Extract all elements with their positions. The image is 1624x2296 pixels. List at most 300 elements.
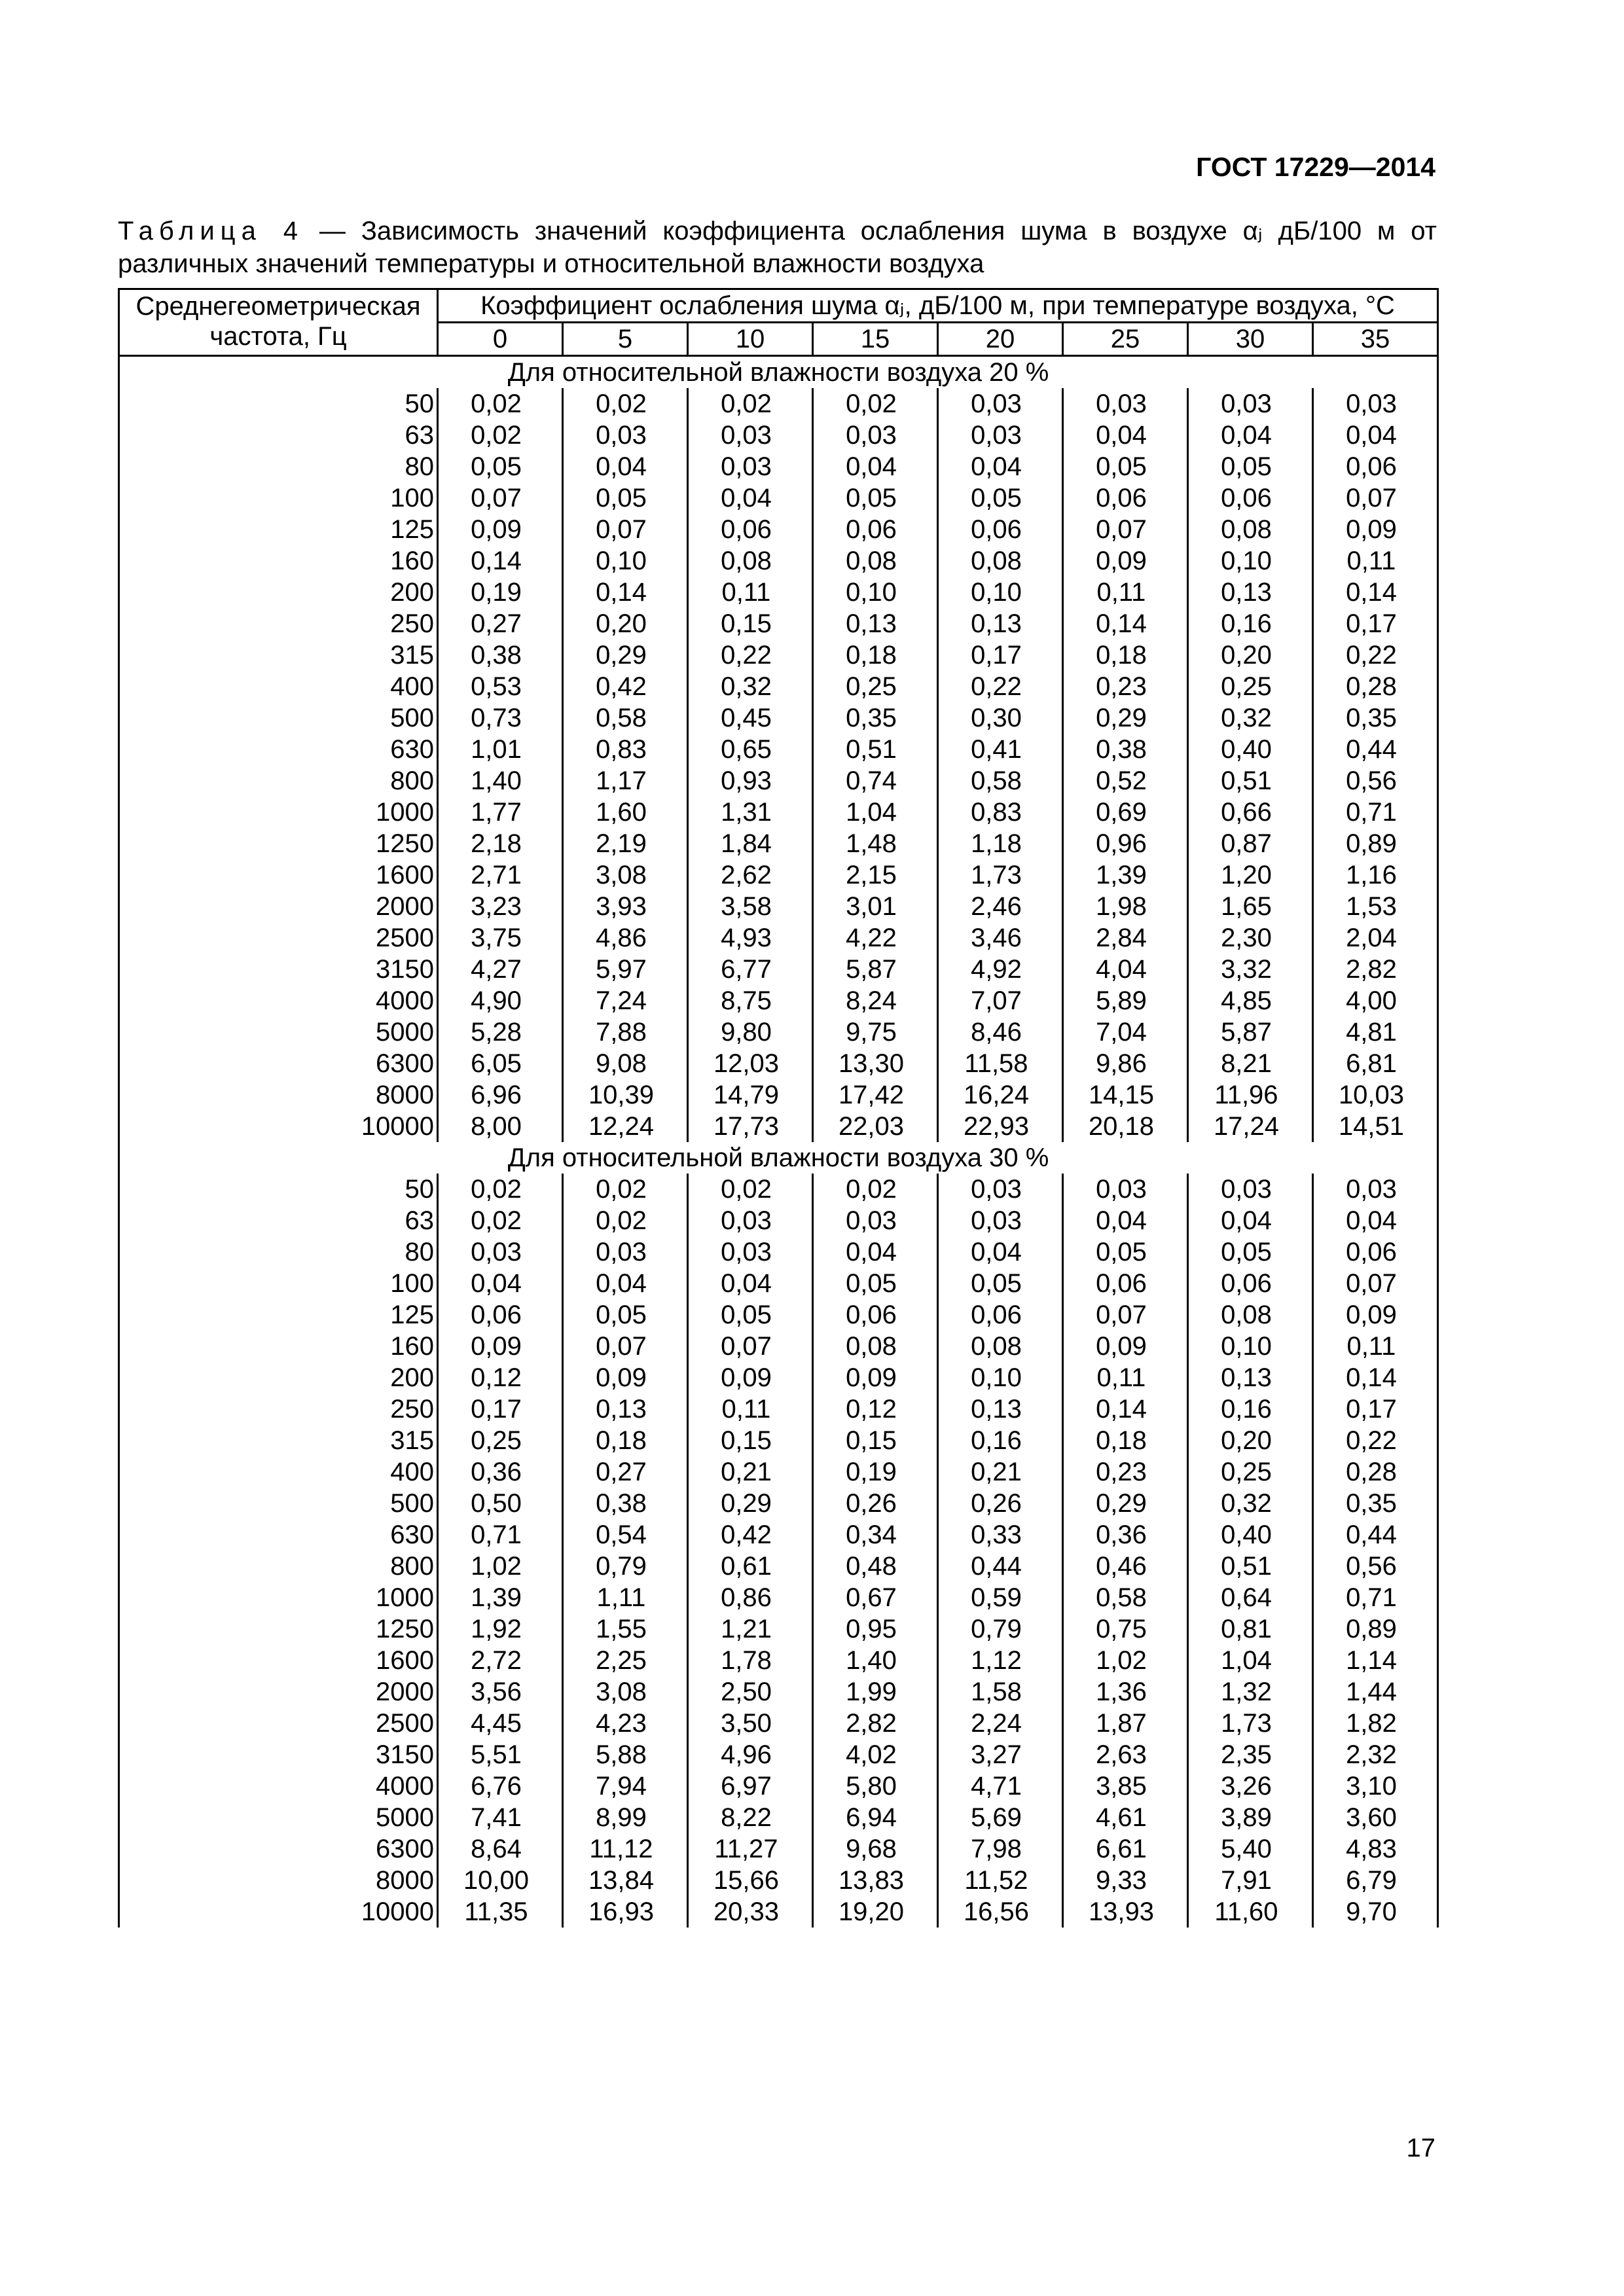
- coefficient-cell: 0,22: [938, 671, 1063, 702]
- coefficient-cell: 0,29: [1063, 702, 1188, 734]
- coefficient-cell: 0,14: [438, 545, 563, 577]
- coefficient-cell: 0,29: [688, 1488, 813, 1519]
- coefficient-cell: 0,45: [688, 702, 813, 734]
- table-row: [119, 1268, 1438, 1299]
- coefficient-cell: 0,09: [1313, 514, 1438, 545]
- coefficient-cell: 2,50: [688, 1676, 813, 1708]
- coefficient-cell: 1,32: [1188, 1676, 1313, 1708]
- table-row: [119, 1896, 1438, 1928]
- coefficient-cell: 0,18: [1063, 1425, 1188, 1456]
- coefficient-cell: 2,71: [438, 859, 563, 891]
- coefficient-cell: 9,08: [563, 1048, 688, 1079]
- coefficient-cell: 0,04: [688, 1268, 813, 1299]
- coefficient-cell: 0,13: [1188, 1362, 1313, 1393]
- coefficient-cell: 1,36: [1063, 1676, 1188, 1708]
- coefficient-cell: 4,27: [438, 954, 563, 985]
- frequency-cell: 1600: [119, 859, 438, 891]
- coefficient-cell: 3,32: [1188, 954, 1313, 985]
- coefficient-cell: 0,41: [938, 734, 1063, 765]
- coefficient-cell: 0,09: [438, 514, 563, 545]
- coefficient-cell: 1,73: [1188, 1708, 1313, 1739]
- coefficient-cell: 3,26: [1188, 1770, 1313, 1802]
- coefficient-cell: 1,16: [1313, 859, 1438, 891]
- coefficient-cell: 0,07: [1063, 514, 1188, 545]
- coefficient-cell: 13,83: [813, 1865, 938, 1896]
- coefficient-cell: 6,61: [1063, 1833, 1188, 1865]
- coefficient-cell: 0,04: [688, 482, 813, 514]
- coefficient-cell: 11,35: [438, 1896, 563, 1928]
- coefficient-cell: 0,06: [813, 1299, 938, 1331]
- coefficient-cell: 0,09: [563, 1362, 688, 1393]
- coefficient-cell: 0,11: [1063, 577, 1188, 608]
- frequency-cell: 1000: [119, 797, 438, 828]
- table-row: [119, 1708, 1438, 1739]
- table-row: [119, 1048, 1438, 1079]
- coefficient-cell: 5,87: [813, 954, 938, 985]
- coefficient-cell: 10,39: [563, 1079, 688, 1111]
- coefficient-cell: 0,03: [688, 1205, 813, 1236]
- frequency-cell: 50: [119, 388, 438, 420]
- coefficient-cell: 0,07: [1313, 1268, 1438, 1299]
- table-row: [119, 420, 1438, 451]
- coefficient-cell: 0,13: [1188, 577, 1313, 608]
- coefficient-cell: 1,55: [563, 1613, 688, 1645]
- coefficient-cell: 0,14: [1063, 608, 1188, 639]
- coefficient-cell: 0,53: [438, 671, 563, 702]
- coefficient-cell: 0,15: [688, 1425, 813, 1456]
- coefficient-cell: 9,33: [1063, 1865, 1188, 1896]
- table-row: [119, 482, 1438, 514]
- coefficient-cell: 0,05: [688, 1299, 813, 1331]
- table-row: [119, 577, 1438, 608]
- table-row: [119, 639, 1438, 671]
- coefficient-cell: 6,05: [438, 1048, 563, 1079]
- coefficient-cell: 0,09: [438, 1331, 563, 1362]
- frequency-cell: 630: [119, 734, 438, 765]
- coefficient-cell: 2,82: [813, 1708, 938, 1739]
- coefficient-cell: 0,51: [1188, 765, 1313, 797]
- coefficient-cell: 10,03: [1313, 1079, 1438, 1111]
- coefficient-cell: 0,06: [813, 514, 938, 545]
- coefficient-cell: 0,50: [438, 1488, 563, 1519]
- coefficient-cell: 0,65: [688, 734, 813, 765]
- coefficient-cell: 2,62: [688, 859, 813, 891]
- table-row: [119, 1111, 1438, 1142]
- coefficient-cell: 0,04: [563, 1268, 688, 1299]
- coefficient-cell: 0,08: [1188, 514, 1313, 545]
- table-row: [119, 514, 1438, 545]
- coefficient-cell: 0,04: [438, 1268, 563, 1299]
- frequency-cell: 63: [119, 420, 438, 451]
- coefficient-cell: 0,06: [938, 514, 1063, 545]
- coefficient-cell: 0,26: [813, 1488, 938, 1519]
- coefficient-cell: 1,04: [813, 797, 938, 828]
- coefficient-cell: 0,02: [813, 1174, 938, 1205]
- coefficient-cell: 11,58: [938, 1048, 1063, 1079]
- coefficient-cell: 6,81: [1313, 1048, 1438, 1079]
- table-caption-lead: Таблица 4: [118, 217, 304, 245]
- coefficient-cell: 7,94: [563, 1770, 688, 1802]
- coefficient-cell: 4,04: [1063, 954, 1188, 985]
- coefficient-cell: 0,69: [1063, 797, 1188, 828]
- coefficient-cell: 1,99: [813, 1676, 938, 1708]
- coefficient-cell: 0,11: [1313, 545, 1438, 577]
- coefficient-cell: 0,05: [1063, 451, 1188, 482]
- coefficient-cell: 5,80: [813, 1770, 938, 1802]
- table-row: [119, 1770, 1438, 1802]
- coefficient-cell: 0,03: [1313, 388, 1438, 420]
- coefficient-cell: 0,05: [563, 1299, 688, 1331]
- coefficient-cell: 0,29: [563, 639, 688, 671]
- frequency-cell: 5000: [119, 1802, 438, 1833]
- coefficient-cell: 0,42: [688, 1519, 813, 1551]
- coefficient-cell: 0,14: [563, 577, 688, 608]
- coefficient-cell: 1,40: [438, 765, 563, 797]
- coefficient-cell: 0,89: [1313, 828, 1438, 859]
- coefficient-cell: 22,03: [813, 1111, 938, 1142]
- coefficient-cell: 0,35: [1313, 1488, 1438, 1519]
- temperature-header-cell: 25: [1063, 323, 1188, 356]
- coefficient-cell: 6,97: [688, 1770, 813, 1802]
- coefficient-cell: 0,21: [688, 1456, 813, 1488]
- frequency-cell: 100: [119, 1268, 438, 1299]
- coefficient-cell: 4,45: [438, 1708, 563, 1739]
- frequency-cell: 160: [119, 1331, 438, 1362]
- coefficient-cell: 0,02: [563, 1205, 688, 1236]
- coefficient-cell: 1,31: [688, 797, 813, 828]
- coefficient-cell: 1,39: [1063, 859, 1188, 891]
- coefficient-cell: 0,38: [1063, 734, 1188, 765]
- coefficient-cell: 4,90: [438, 985, 563, 1016]
- coefficient-cell: 0,32: [1188, 702, 1313, 734]
- coefficient-cell: 0,04: [938, 1236, 1063, 1268]
- coefficient-cell: 2,04: [1313, 922, 1438, 954]
- coefficient-cell: 0,06: [1313, 451, 1438, 482]
- coefficient-cell: 1,11: [563, 1582, 688, 1613]
- coefficient-cell: 6,94: [813, 1802, 938, 1833]
- coefficient-cell: 0,46: [1063, 1551, 1188, 1582]
- coefficient-cell: 0,02: [438, 1174, 563, 1205]
- table-row: [119, 828, 1438, 859]
- coefficient-cell: 1,01: [438, 734, 563, 765]
- table-row: [119, 891, 1438, 922]
- coefficient-cell: 1,44: [1313, 1676, 1438, 1708]
- frequency-cell: 63: [119, 1205, 438, 1236]
- table-row: [119, 671, 1438, 702]
- coefficient-cell: 0,83: [563, 734, 688, 765]
- table-caption: [118, 215, 1437, 280]
- coefficient-cell: 4,93: [688, 922, 813, 954]
- frequency-cell: 315: [119, 639, 438, 671]
- coefficient-cell: 15,66: [688, 1865, 813, 1896]
- coefficient-cell: 9,68: [813, 1833, 938, 1865]
- coefficient-cell: 0,26: [938, 1488, 1063, 1519]
- coefficient-cell: 1,39: [438, 1582, 563, 1613]
- coefficient-cell: 5,69: [938, 1802, 1063, 1833]
- coefficient-cell: 0,10: [563, 545, 688, 577]
- coefficient-cell: 0,07: [563, 514, 688, 545]
- coefficient-cell: 14,51: [1313, 1111, 1438, 1142]
- table-row: [119, 608, 1438, 639]
- coefficient-cell: 5,40: [1188, 1833, 1313, 1865]
- coefficient-cell: 0,83: [938, 797, 1063, 828]
- coefficient-cell: 0,06: [1188, 482, 1313, 514]
- coefficient-cell: 0,59: [938, 1582, 1063, 1613]
- coefficient-cell: 3,27: [938, 1739, 1063, 1770]
- frequency-cell: 6300: [119, 1833, 438, 1865]
- coefficient-cell: 0,03: [563, 420, 688, 451]
- coefficient-cell: 4,96: [688, 1739, 813, 1770]
- coefficient-cell: 0,17: [938, 639, 1063, 671]
- coefficient-cell: 8,46: [938, 1016, 1063, 1048]
- coefficient-cell: 0,03: [563, 1236, 688, 1268]
- coefficient-cell: 8,75: [688, 985, 813, 1016]
- coefficient-cell: 0,08: [938, 1331, 1063, 1362]
- coefficient-cell: 14,79: [688, 1079, 813, 1111]
- coefficient-cell: 0,71: [438, 1519, 563, 1551]
- coefficient-cell: 20,18: [1063, 1111, 1188, 1142]
- coefficient-cell: 0,02: [438, 1205, 563, 1236]
- coefficient-cell: 2,18: [438, 828, 563, 859]
- frequency-cell: 8000: [119, 1079, 438, 1111]
- coefficient-cell: 0,27: [438, 608, 563, 639]
- coefficient-cell: 0,04: [1313, 420, 1438, 451]
- coefficient-cell: 3,56: [438, 1676, 563, 1708]
- coefficient-cell: 11,52: [938, 1865, 1063, 1896]
- coefficient-cell: 0,30: [938, 702, 1063, 734]
- coefficient-cell: 9,80: [688, 1016, 813, 1048]
- coefficient-cell: 1,20: [1188, 859, 1313, 891]
- coefficient-cell: 0,58: [563, 702, 688, 734]
- coefficient-cell: 0,09: [1313, 1299, 1438, 1331]
- coefficient-cell: 1,17: [563, 765, 688, 797]
- coefficient-cell: 0,06: [1313, 1236, 1438, 1268]
- coefficient-cell: 1,77: [438, 797, 563, 828]
- coefficient-cell: 3,08: [563, 1676, 688, 1708]
- frequency-cell: 1250: [119, 1613, 438, 1645]
- coefficient-cell: 4,81: [1313, 1016, 1438, 1048]
- coefficient-cell: 1,40: [813, 1645, 938, 1676]
- coefficient-cell: 0,03: [938, 1205, 1063, 1236]
- coefficient-cell: 11,27: [688, 1833, 813, 1865]
- coefficient-cell: 0,10: [1188, 545, 1313, 577]
- coefficient-cell: 0,07: [1313, 482, 1438, 514]
- frequency-cell: 4000: [119, 1770, 438, 1802]
- coefficient-cell: 0,19: [813, 1456, 938, 1488]
- coefficient-cell: 0,02: [438, 388, 563, 420]
- coefficient-cell: 4,61: [1063, 1802, 1188, 1833]
- coefficient-cell: 0,04: [1063, 1205, 1188, 1236]
- coefficient-cell: 0,03: [1188, 388, 1313, 420]
- coefficient-cell: 0,35: [1313, 702, 1438, 734]
- coefficient-cell: 4,22: [813, 922, 938, 954]
- coefficient-cell: 16,93: [563, 1896, 688, 1928]
- coefficient-cell: 2,19: [563, 828, 688, 859]
- coefficient-cell: 0,33: [938, 1519, 1063, 1551]
- coefficient-cell: 0,03: [688, 420, 813, 451]
- coefficient-cell: 0,09: [1063, 545, 1188, 577]
- frequency-cell: 8000: [119, 1865, 438, 1896]
- coefficient-cell: 0,25: [1188, 1456, 1313, 1488]
- coefficient-cell: 0,19: [438, 577, 563, 608]
- coefficient-cell: 0,04: [938, 451, 1063, 482]
- temperature-header-cell: 35: [1313, 323, 1438, 356]
- coefficient-cell: 2,35: [1188, 1739, 1313, 1770]
- table-row: [119, 1739, 1438, 1770]
- coefficient-cell: 0,17: [1313, 1393, 1438, 1425]
- coefficient-cell: 1,14: [1313, 1645, 1438, 1676]
- coefficient-cell: 0,44: [938, 1551, 1063, 1582]
- coefficient-cell: 8,24: [813, 985, 938, 1016]
- coefficient-cell: 0,04: [1313, 1205, 1438, 1236]
- coefficient-cell: 0,93: [688, 765, 813, 797]
- coefficient-cell: 0,23: [1063, 671, 1188, 702]
- standard-designation: ГОСТ 17229—2014: [1196, 152, 1435, 182]
- coefficient-cell: 0,29: [1063, 1488, 1188, 1519]
- coefficient-cell: 0,13: [813, 608, 938, 639]
- frequency-column-header: Среднегеометрическая частота, Гц: [119, 289, 438, 356]
- coefficient-cell: 0,21: [938, 1456, 1063, 1488]
- coefficient-cell: 2,63: [1063, 1739, 1188, 1770]
- coefficient-cell: 0,11: [688, 577, 813, 608]
- coefficient-cell: 0,23: [1063, 1456, 1188, 1488]
- coefficient-cell: 1,21: [688, 1613, 813, 1645]
- section-title: Для относительной влажности воздуха 30 %: [119, 1142, 1438, 1174]
- coefficient-cell: 0,03: [688, 1236, 813, 1268]
- frequency-cell: 250: [119, 608, 438, 639]
- coefficient-cell: 0,42: [563, 671, 688, 702]
- coefficient-cell: 0,10: [938, 1362, 1063, 1393]
- coefficient-cell: 0,03: [1313, 1174, 1438, 1205]
- temperature-header-cell: 0: [438, 323, 563, 356]
- coefficient-cell: 0,03: [1063, 1174, 1188, 1205]
- table-row: [119, 702, 1438, 734]
- table-row: [119, 765, 1438, 797]
- coefficient-cell: 0,04: [813, 451, 938, 482]
- table-row: [119, 1079, 1438, 1111]
- coefficient-cell: 1,87: [1063, 1708, 1188, 1739]
- coefficient-cell: 0,04: [813, 1236, 938, 1268]
- coefficient-cell: 8,22: [688, 1802, 813, 1833]
- coefficient-cell: 0,03: [1063, 388, 1188, 420]
- coefficient-cell: 0,12: [813, 1393, 938, 1425]
- coefficient-cell: 0,36: [438, 1456, 563, 1488]
- coefficient-cell: 0,15: [688, 608, 813, 639]
- coefficient-cell: 2,30: [1188, 922, 1313, 954]
- coefficient-cell: 0,16: [938, 1425, 1063, 1456]
- coefficient-cell: 6,79: [1313, 1865, 1438, 1896]
- coefficient-cell: 5,89: [1063, 985, 1188, 1016]
- table-header: [119, 289, 1438, 356]
- coefficient-cell: 2,82: [1313, 954, 1438, 985]
- coefficient-cell: 0,06: [1188, 1268, 1313, 1299]
- coefficient-cell: 0,28: [1313, 1456, 1438, 1488]
- coefficient-cell: 0,40: [1188, 734, 1313, 765]
- coefficient-cell: 0,04: [1063, 420, 1188, 451]
- coefficient-cell: 8,21: [1188, 1048, 1313, 1079]
- coefficient-cell: 0,10: [1188, 1331, 1313, 1362]
- coefficient-cell: 0,20: [1188, 1425, 1313, 1456]
- coefficient-cell: 1,12: [938, 1645, 1063, 1676]
- coefficient-cell: 0,08: [813, 1331, 938, 1362]
- coefficient-cell: 5,87: [1188, 1016, 1313, 1048]
- coefficient-cell: 0,25: [813, 671, 938, 702]
- coefficient-cell: 0,03: [938, 388, 1063, 420]
- coefficient-cell: 5,97: [563, 954, 688, 985]
- coefficient-cell: 0,02: [688, 388, 813, 420]
- coefficient-cell: 6,96: [438, 1079, 563, 1111]
- coefficient-cell: 0,08: [938, 545, 1063, 577]
- coefficient-cell: 0,71: [1313, 797, 1438, 828]
- coefficient-cell: 0,04: [1188, 420, 1313, 451]
- frequency-cell: 10000: [119, 1896, 438, 1928]
- frequency-cell: 200: [119, 1362, 438, 1393]
- coefficient-cell: 7,41: [438, 1802, 563, 1833]
- coefficient-cell: 0,18: [1063, 639, 1188, 671]
- coefficient-cell: 6,77: [688, 954, 813, 985]
- coefficient-cell: 4,23: [563, 1708, 688, 1739]
- coefficient-cell: 12,24: [563, 1111, 688, 1142]
- coefficient-cell: 7,07: [938, 985, 1063, 1016]
- coefficient-cell: 0,27: [563, 1456, 688, 1488]
- section-title: Для относительной влажности воздуха 20 %: [119, 356, 1438, 389]
- coefficient-cell: 0,05: [563, 482, 688, 514]
- table-row: [119, 1362, 1438, 1393]
- frequency-cell: 400: [119, 671, 438, 702]
- coefficient-cell: 0,03: [688, 451, 813, 482]
- coefficient-cell: 9,75: [813, 1016, 938, 1048]
- coefficient-cell: 0,06: [938, 1299, 1063, 1331]
- coefficient-cell: 0,73: [438, 702, 563, 734]
- coefficient-cell: 0,81: [1188, 1613, 1313, 1645]
- coefficient-cell: 1,04: [1188, 1645, 1313, 1676]
- coefficient-cell: 1,02: [1063, 1645, 1188, 1676]
- coefficient-cell: 0,03: [938, 420, 1063, 451]
- coefficient-cell: 0,25: [1188, 671, 1313, 702]
- coefficient-cell: 0,66: [1188, 797, 1313, 828]
- coefficient-cell: 1,53: [1313, 891, 1438, 922]
- coefficient-cell: 0,22: [1313, 639, 1438, 671]
- coefficient-cell: 13,84: [563, 1865, 688, 1896]
- frequency-cell: 3150: [119, 1739, 438, 1770]
- coefficient-cell: 12,03: [688, 1048, 813, 1079]
- coefficient-cell: 0,03: [938, 1174, 1063, 1205]
- coefficient-cell: 0,22: [688, 639, 813, 671]
- coefficient-cell: 1,02: [438, 1551, 563, 1582]
- coefficient-cell: 0,79: [938, 1613, 1063, 1645]
- coefficient-cell: 0,02: [563, 1174, 688, 1205]
- coefficient-cell: 4,85: [1188, 985, 1313, 1016]
- coefficient-cell: 0,13: [938, 1393, 1063, 1425]
- table-row: [119, 545, 1438, 577]
- coefficient-cell: 0,40: [1188, 1519, 1313, 1551]
- coefficient-cell: 19,20: [813, 1896, 938, 1928]
- coefficient-cell: 5,51: [438, 1739, 563, 1770]
- frequency-cell: 5000: [119, 1016, 438, 1048]
- coefficient-cell: 3,93: [563, 891, 688, 922]
- coefficient-cell: 2,15: [813, 859, 938, 891]
- coefficient-cell: 0,44: [1313, 1519, 1438, 1551]
- coefficient-cell: 0,10: [938, 577, 1063, 608]
- frequency-cell: 250: [119, 1393, 438, 1425]
- frequency-cell: 2500: [119, 922, 438, 954]
- coefficient-cell: 7,88: [563, 1016, 688, 1048]
- table-row: [119, 1551, 1438, 1582]
- table-row: [119, 859, 1438, 891]
- coefficient-cell: 3,01: [813, 891, 938, 922]
- coefficient-cell: 9,70: [1313, 1896, 1438, 1928]
- coefficient-cell: 7,91: [1188, 1865, 1313, 1896]
